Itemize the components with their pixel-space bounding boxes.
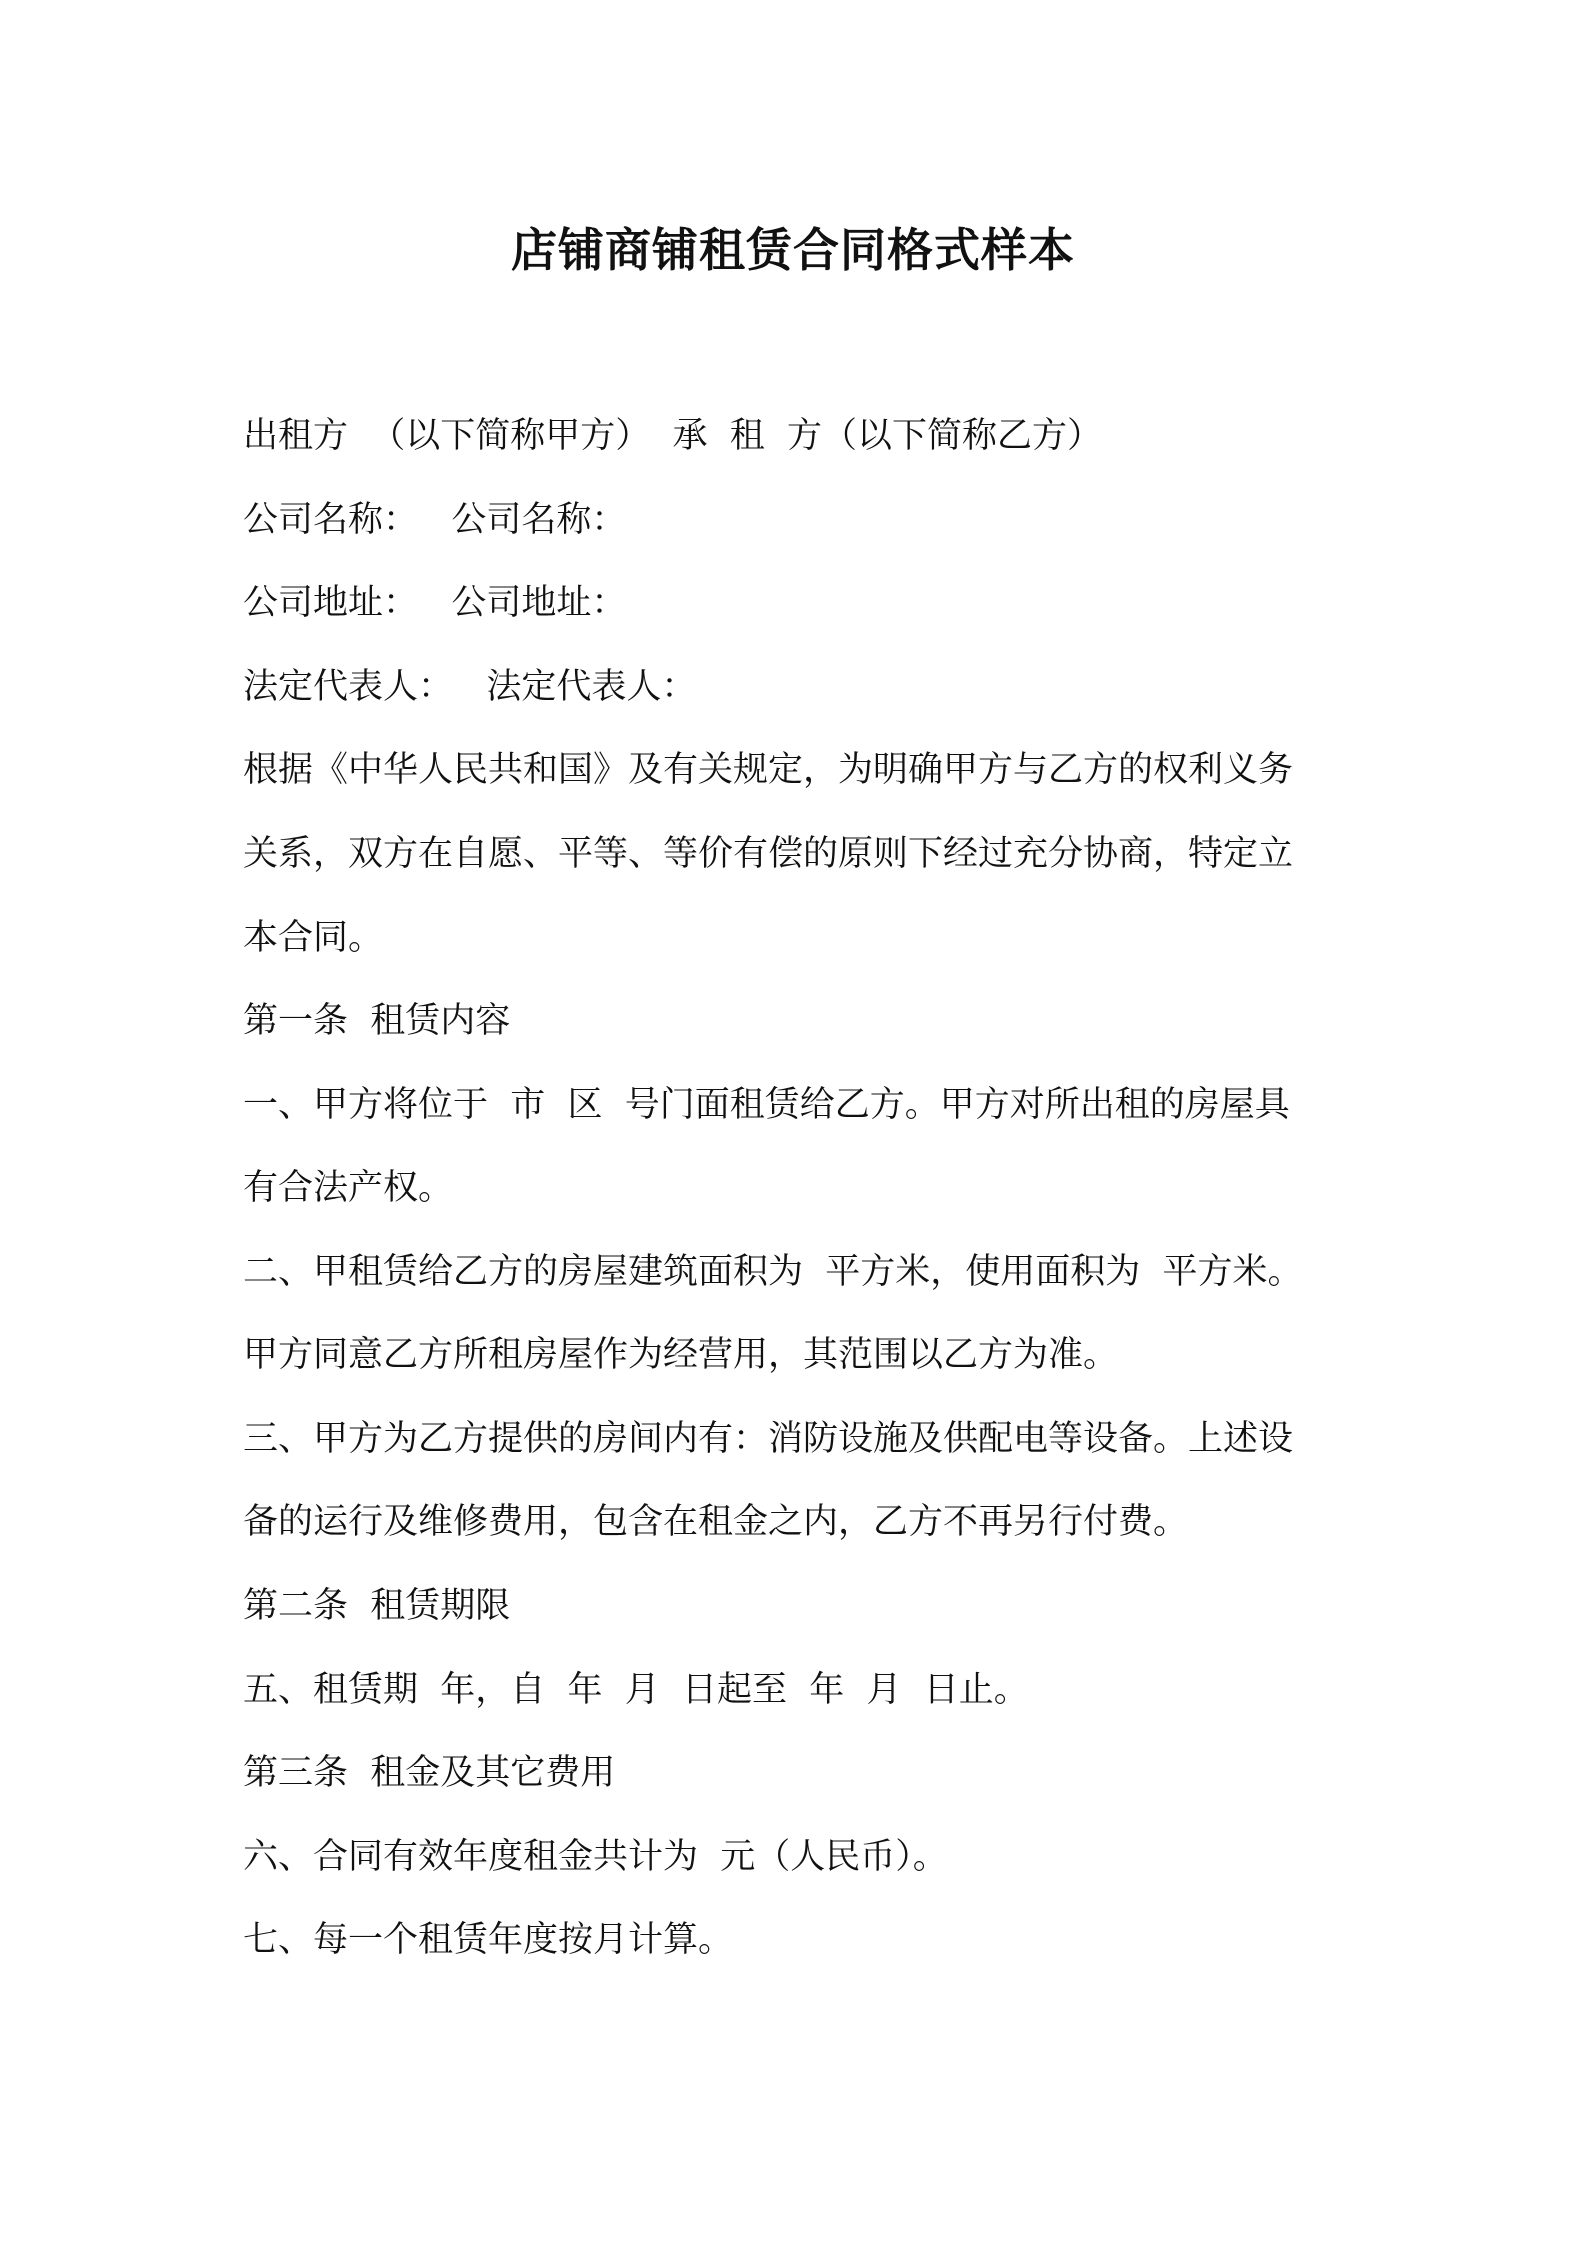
document-title: 店铺商铺租赁合同格式样本	[511, 223, 1075, 277]
clause-5-line: 五、租赁期 年，自 年 月 日起至 年 月 日止。	[243, 1670, 1029, 1710]
article-3-heading: 第三条 租金及其它费用	[243, 1753, 616, 1793]
clause-6-line: 六、合同有效年度租金共计为 元（人民币）。	[243, 1837, 948, 1877]
clause-3-line-1: 三、甲方为乙方提供的房间内有：消防设施及供配电等设备。上述设	[243, 1419, 1294, 1459]
legal-representative-line: 法定代表人： 法定代表人：	[243, 667, 697, 707]
clause-1-line-1: 一、甲方将位于 市 区 号门面租赁给乙方。甲方对所出租的房屋具	[243, 1085, 1290, 1125]
parties-line: 出租方 （以下简称甲方） 承 租 方（以下简称乙方）	[243, 416, 1103, 456]
company-address-line: 公司地址： 公司地址：	[243, 583, 627, 623]
preamble-line-2: 关系，双方在自愿、平等、等价有偿的原则下经过充分协商，特定立	[243, 834, 1294, 874]
clause-3-line-2: 备的运行及维修费用，包含在租金之内，乙方不再另行付费。	[243, 1502, 1189, 1542]
article-1-heading: 第一条 租赁内容	[243, 1001, 511, 1041]
company-name-line: 公司名称： 公司名称：	[243, 500, 627, 540]
clause-7-line: 七、每一个租赁年度按月计算。	[243, 1920, 734, 1960]
preamble-line-1: 根据《中华人民共和国》及有关规定，为明确甲方与乙方的权利义务	[243, 750, 1294, 790]
clause-2-line-2: 甲方同意乙方所租房屋作为经营用，其范围以乙方为准。	[243, 1335, 1119, 1375]
article-2-heading: 第二条 租赁期限	[243, 1586, 511, 1626]
clause-1-line-2: 有合法产权。	[243, 1168, 454, 1208]
clause-2-line-1: 二、甲租赁给乙方的房屋建筑面积为 平方米，使用面积为 平方米。	[243, 1252, 1303, 1292]
preamble-line-3: 本合同。	[243, 918, 384, 958]
